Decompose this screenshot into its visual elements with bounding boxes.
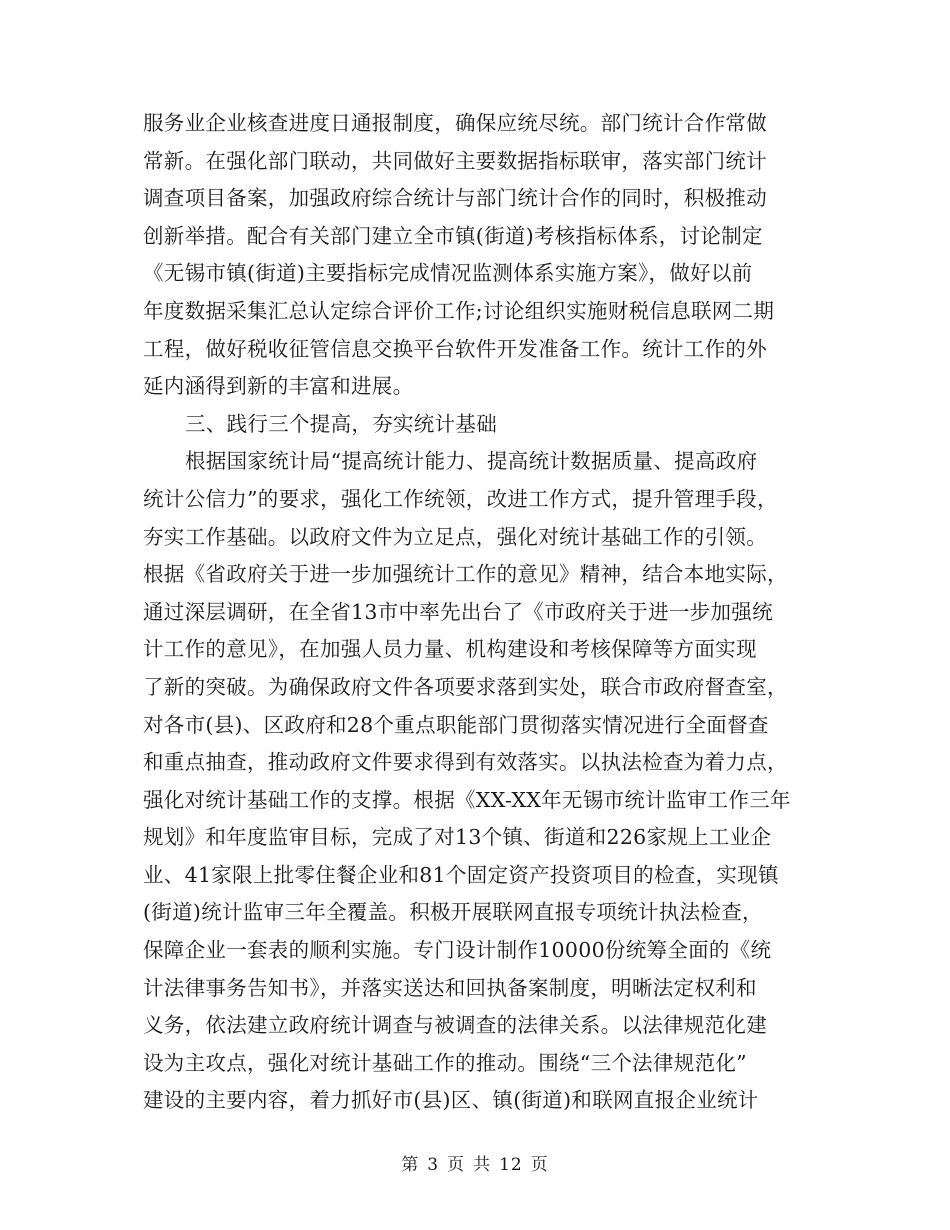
- text-line: 强化对统计基础工作的支撑。根据《XX-XX年无锡市统计监审工作三年: [143, 787, 791, 812]
- footer-page-unit: 页: [447, 1155, 466, 1175]
- text-line: 三、践行三个提高，夯实统计基础: [185, 411, 497, 436]
- text-line: 计工作的意见》，在加强人员力量、机构建设和考核保障等方面实现: [143, 637, 757, 662]
- text-line: 调查项目备案，加强政府综合统计与部门统计合作的同时，积极推动: [143, 186, 767, 211]
- text-line: 根据国家统计局“提高统计能力、提高统计数据质量、提高政府: [185, 449, 758, 474]
- page-footer: [0, 1153, 950, 1177]
- text-line: 年度数据采集汇总认定综合评价工作;讨论组织实施财税信息联网二期: [143, 298, 775, 323]
- text-line: 和重点抽查，推动政府文件要求得到有效落实。以执法检查为着力点，: [143, 750, 788, 775]
- text-line: 统计公信力”的要求，强化工作统领，改进工作方式，提升管理手段，: [143, 486, 778, 511]
- text-line: 了新的突破。为确保政府文件各项要求落到实处，联合市政府督查室，: [143, 674, 788, 699]
- text-line: (街道)统计监审三年全覆盖。积极开展联网直报专项统计执法检查，: [143, 900, 763, 925]
- document-body: [143, 105, 809, 1120]
- text-line: 根据《省政府关于进一步加强统计工作的意见》精神，结合本地实际，: [143, 562, 788, 587]
- text-line: 业、41家限上批零住餐企业和81个固定资产投资项目的检查，实现镇: [143, 862, 779, 887]
- text-line: 义务，依法建立政府统计调查与被调查的法律关系。以法律规范化建: [143, 1013, 767, 1038]
- footer-total-unit: 页: [530, 1155, 549, 1175]
- text-line: 延内涵得到新的丰富和进展。: [143, 374, 414, 399]
- text-line: 建设的主要内容，着力抓好市(县)区、镇(街道)和联网直报企业统计: [143, 1088, 759, 1113]
- text-line: 设为主攻点，强化对统计基础工作的推动。围绕“三个法律规范化”: [143, 1050, 747, 1075]
- footer-total-pages: 12: [499, 1155, 523, 1175]
- text-line: 计法律事务告知书》，并落实送达和回执备案制度，明晰法定权利和: [143, 975, 757, 1000]
- text-line: 常新。在强化部门联动，共同做好主要数据指标联审，落实部门统计: [143, 148, 767, 173]
- text-line: 夯实工作基础。以政府文件为立足点，强化对统计基础工作的引领。: [143, 524, 767, 549]
- text-line: 通过深层调研，在全省13市中率先出台了《市政府关于进一步加强统: [143, 599, 773, 624]
- text-line: 工程，做好税收征管信息交换平台软件开发准备工作。统计工作的外: [143, 336, 767, 361]
- text-line: 服务业企业核查进度日通报制度，确保应统尽统。部门统计合作常做: [143, 111, 767, 135]
- text-line: 对各市(县)、区政府和28个重点职能部门贯彻落实情况进行全面督查: [143, 712, 769, 737]
- text-line: 保障企业一套表的顺利实施。专门设计制作10000份统筹全面的《统: [143, 938, 772, 963]
- text-line: 《无锡市镇(街道)主要指标完成情况监测体系实施方案》，做好以前: [143, 261, 753, 286]
- text-line: 规划》和年度监审目标，完成了对13个镇、街道和226家规上工业企: [143, 825, 772, 850]
- footer-prefix: 第: [401, 1155, 420, 1175]
- footer-current-page: 3: [427, 1155, 440, 1175]
- footer-total-prefix: 共: [473, 1155, 492, 1175]
- text-line: 创新举措。配合有关部门建立全市镇(街道)考核指标体系，讨论制定: [143, 223, 763, 248]
